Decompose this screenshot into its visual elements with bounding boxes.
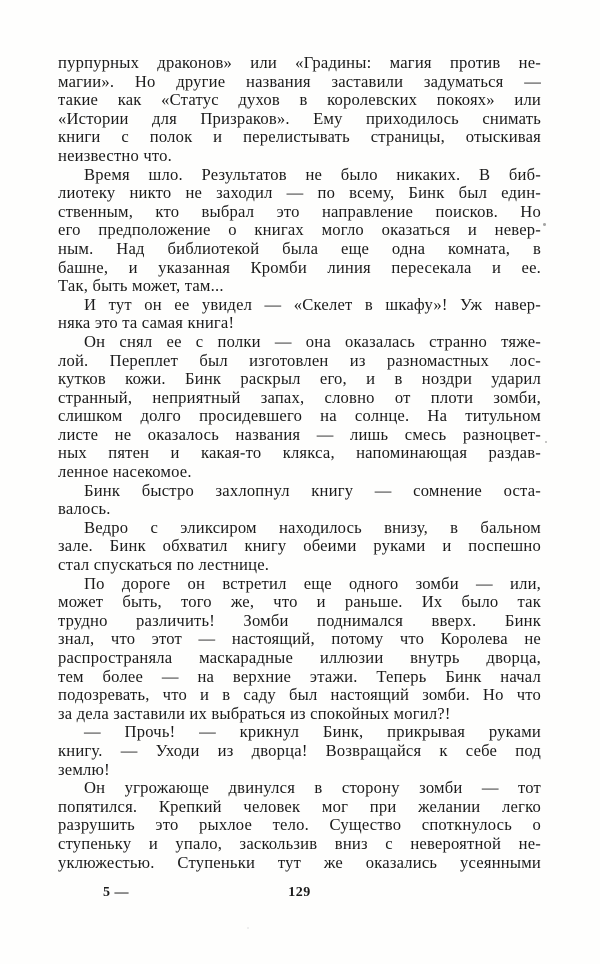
text-line: Время шло. Результатов не было никаких. В биб- (84, 164, 541, 184)
text-line: попятился. Крепкий человек мог при желании легко (58, 796, 541, 816)
text-line: ственным, кто выбрал это направление поисков. Но (58, 201, 541, 221)
scan-speck (543, 223, 546, 226)
text-line: «Истории для Призраков». Ему приходилось снимать (58, 108, 541, 128)
text-line: может быть, того же, что и раньше. Их было так (58, 592, 541, 612)
scan-speck (545, 441, 547, 443)
text-line: Ведро с эликсиром находилось внизу, в бальном (84, 517, 541, 537)
text-line: такие как «Статус духов в королевских покоях» или (58, 90, 541, 110)
text-line: няка это та самая книга! (58, 313, 235, 333)
text-line: подозревать, что и в саду был настоящий зомби. Но что (58, 685, 541, 705)
text-line: разрушить это рыхлое тело. Существо споткнулось о (58, 815, 541, 835)
text-line: Он снял ее с полки — она оказалась странно тяже- (84, 331, 541, 351)
text-line: книгу. — Уходи из дворца! Возвращайся к себе под (58, 740, 541, 760)
text-line: распространяла маскарадные иллюзии внутрь дворца, (58, 648, 541, 667)
text-line: ленное насекомое. (58, 462, 192, 482)
paragraph (58, 54, 541, 166)
text-line: листе не оказалось названия — лишь смесь разноцвет- (58, 424, 541, 444)
text-line: Так, быть может, там... (58, 276, 224, 296)
text-line: трудно различить! Зомби поднимался вверх. Бинк (58, 610, 541, 630)
paragraph (58, 333, 541, 482)
text-block (58, 54, 541, 872)
paragraph (58, 296, 541, 333)
paragraph (58, 519, 541, 575)
text-line: лой. Переплет был изготовлен из разномастных лос- (58, 350, 541, 370)
text-line: землю! (58, 759, 110, 779)
text-line: странный, неприятный запах, словно от плоти зомби, (58, 387, 541, 407)
scan-speck (247, 927, 249, 929)
text-line: его предположение о книгах могло оказаться и невер- (58, 220, 541, 240)
text-line: валось. (58, 499, 111, 519)
text-line: И тут он ее увидел — «Скелет в шкафу»! Уж навер- (84, 294, 541, 314)
text-line: пурпурных драконов» или «Градины: магия против не- (58, 53, 541, 72)
paragraph (58, 166, 541, 296)
text-line: — Прочь! — крикнул Бинк, прикрывая руками (84, 722, 541, 742)
text-line: уклюжестью. Ступеньки тут же оказались усеянными (58, 852, 541, 872)
text-line: книги с полок и перелистывать страницы, отыскивая (58, 127, 541, 147)
text-line: стал спускаться по лестнице. (58, 555, 270, 575)
text-line: По дороге он встретил еще одного зомби — или, (84, 573, 541, 593)
text-line: лиотеку никто не заходил — по всему, Бинк был един- (58, 183, 541, 203)
text-line: тем более — на верхние этажи. Теперь Бинк начал (58, 666, 541, 686)
text-line: Он угрожающе двинулся в сторону зомби — тот (84, 778, 541, 798)
text-line: неизвестно что. (58, 145, 172, 165)
text-line: знал, что этот — настоящий, потому что Королева не (58, 629, 541, 649)
text-line: магии». Но другие названия заставили задуматься — (58, 71, 541, 91)
text-line: за дела заставили их выбраться из спокойных могил?! (58, 703, 451, 723)
text-line: кутков кожи. Бинк раскрыл его, и в ноздри ударил (58, 369, 541, 389)
paragraph (58, 482, 541, 519)
text-line: зале. Бинк обхватил книгу обеими руками и поспешно (58, 536, 541, 556)
text-line: ным. Над библиотекой была еще одна комната, в (58, 238, 541, 258)
paragraph (58, 575, 541, 724)
page-footer (58, 885, 541, 901)
text-line: Бинк быстро захлопнул книгу — сомнение оста- (84, 480, 541, 500)
page-number: 129 (288, 885, 311, 900)
text-line: башне, и указанная Кромби линия пересекала и ее. (58, 257, 541, 277)
print-signature: 5 — (103, 885, 129, 900)
text-line: слишком долго просидевшего на солнце. На титульном (58, 406, 541, 426)
text-line: ных пятен и какая-то клякса, напоминающая раздав- (58, 443, 541, 463)
paragraph (58, 779, 541, 872)
paragraph (58, 723, 541, 779)
text-line: ступеньку и упало, заскользив вниз с невероятной не- (58, 833, 541, 853)
